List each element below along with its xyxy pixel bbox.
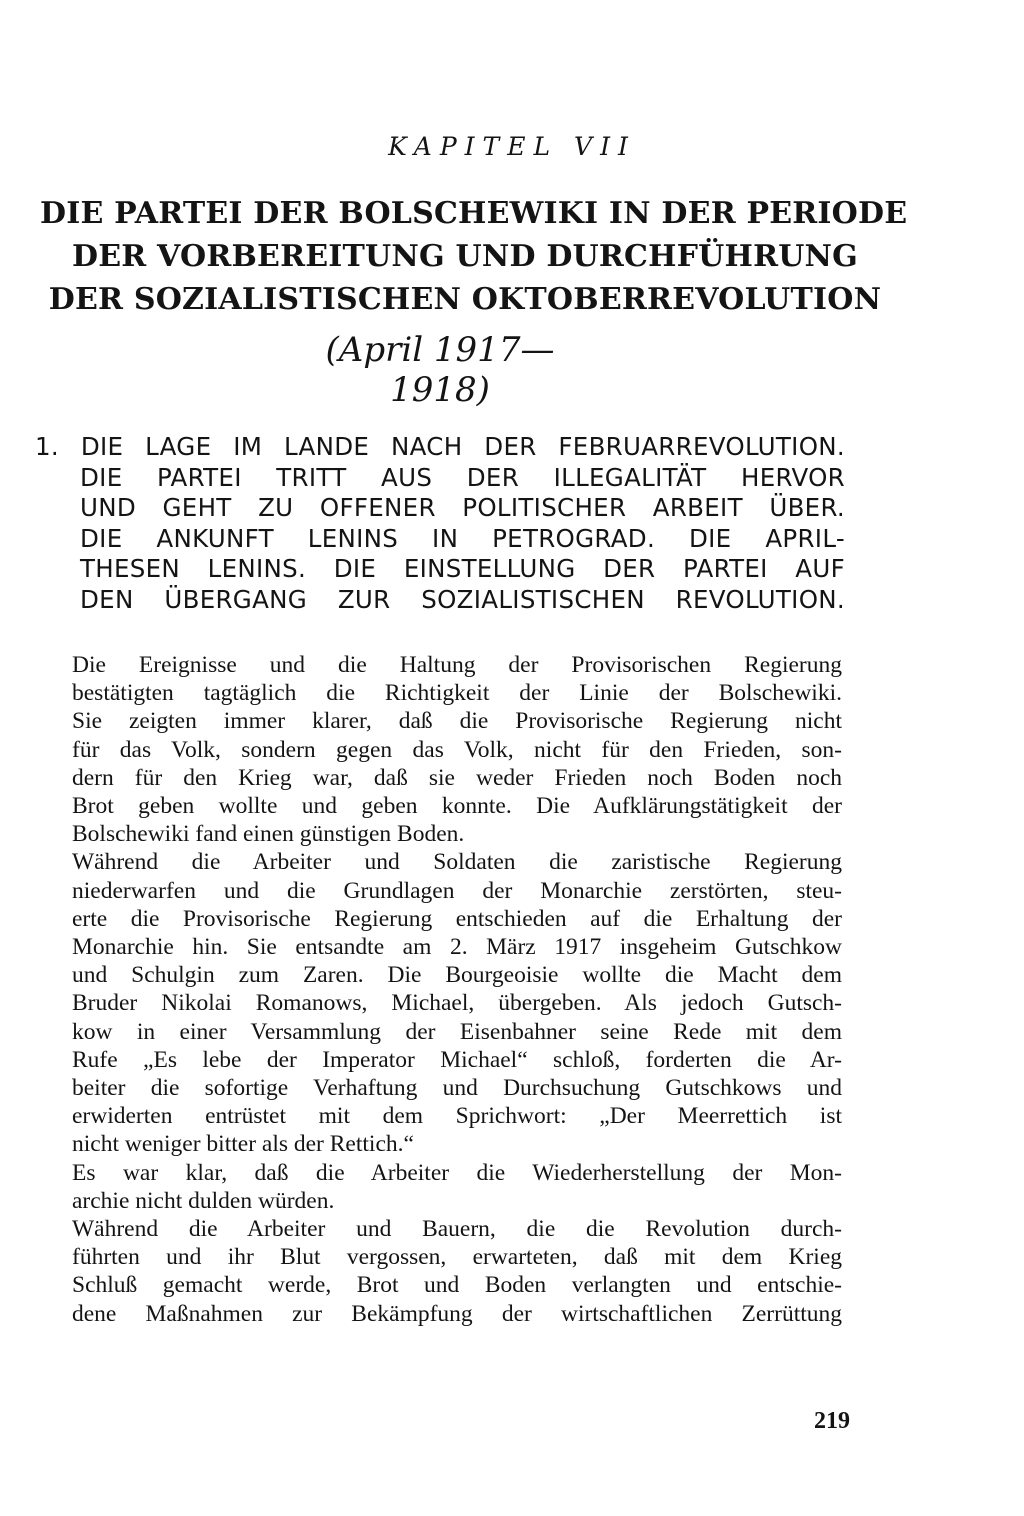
section-heading-line: UND GEHT ZU OFFENER POLITISCHER ARBEIT ÜBER.: [80, 493, 845, 522]
body-line: nicht weniger bitter als der Rettich.“: [72, 1131, 414, 1158]
body-line: für das Volk, sondern gegen das Volk, nicht für den Frieden, son-: [72, 736, 842, 763]
section-heading-line: 1. DIE LAGE IM LANDE NACH DER FEBRUARREVOLUTION.: [35, 432, 845, 461]
body-line: beiter die sofortige Verhaftung und Durchsuchung Gutschkows und: [72, 1075, 842, 1102]
body-line: erwiderten entrüstet mit dem Sprichwort: „Der Meerrettich ist: [72, 1103, 842, 1130]
body-line: und Schulgin zum Zaren. Die Bourgeoisie wollte die Macht dem: [72, 962, 842, 989]
body-line: Brot geben wollte und geben konnte. Die Aufklärungstätigkeit der: [72, 793, 842, 820]
body-line: Schluß gemacht werde, Brot und Boden verlangten und entschie-: [72, 1272, 842, 1299]
body-line: dene Maßnahmen zur Bekämpfung der wirtschaftlichen Zerrüttung: [72, 1300, 842, 1327]
body-line: Bolschewiki fand einen günstigen Boden.: [72, 821, 465, 848]
chapter-dates: (April 1917—1918): [325, 330, 555, 410]
body-line: Es war klar, daß die Arbeiter die Wiederherstellung der Mon-: [72, 1159, 842, 1186]
body-line: Sie zeigten immer klarer, daß die Provisorische Regierung nicht: [72, 708, 842, 735]
body-line: kow in einer Versammlung der Eisenbahner seine Rede mit dem: [72, 1018, 842, 1045]
chapter-title-line: DER SOZIALISTISCHEN OKTOBERREVOLUTION: [48, 282, 882, 317]
chapter-title-line: DIE PARTEI DER BOLSCHEWIKI IN DER PERIODE: [40, 196, 908, 231]
section-heading-line: DIE PARTEI TRITT AUS DER ILLEGALITÄT HERVOR: [80, 462, 845, 492]
chapter-label: KAPITEL VII: [388, 132, 636, 161]
section-heading-line: DIE ANKUNFT LENINS IN PETROGRAD. DIE APRIL-: [80, 523, 845, 553]
body-line: niederwarfen und die Grundlagen der Monarchie zerstörten, steu-: [72, 877, 842, 904]
body-line: Rufe „Es lebe der Imperator Michael“ schloß, forderten die Ar-: [72, 1046, 842, 1073]
body-line: dern für den Krieg war, daß sie weder Frieden noch Boden noch: [72, 764, 842, 791]
body-text: [72, 651, 842, 1328]
chapter-title: [40, 192, 908, 321]
section-heading-line: THESEN LENINS. DIE EINSTELLUNG DER PARTEI AUF: [80, 554, 845, 583]
page-number: 219: [814, 1408, 850, 1434]
section-heading-line: DEN ÜBERGANG ZUR SOZIALISTISCHEN REVOLUTION.: [80, 584, 845, 614]
body-line: Monarchie hin. Sie entsandte am 2. März 1917 insgeheim Gutschkow: [72, 934, 842, 961]
body-line: erte die Provisorische Regierung entschieden auf die Erhaltung der: [72, 905, 842, 932]
body-line: bestätigten tagtäglich die Richtigkeit der Linie der Bolschewiki.: [72, 680, 842, 707]
body-line: Bruder Nikolai Romanows, Michael, übergeben. Als jedoch Gutsch-: [72, 990, 842, 1017]
chapter-title-line: DER VORBEREITUNG UND DURCHFÜHRUNG: [71, 239, 858, 274]
section-heading: [35, 432, 845, 615]
body-line: führten und ihr Blut vergossen, erwarteten, daß mit dem Krieg: [72, 1244, 842, 1271]
body-line: archie nicht dulden würden.: [72, 1187, 335, 1214]
body-line: Die Ereignisse und die Haltung der Provisorischen Regierung: [72, 652, 842, 678]
body-line: Während die Arbeiter und Bauern, die die Revolution durch-: [72, 1216, 842, 1243]
body-line: Während die Arbeiter und Soldaten die zaristische Regierung: [72, 849, 842, 876]
